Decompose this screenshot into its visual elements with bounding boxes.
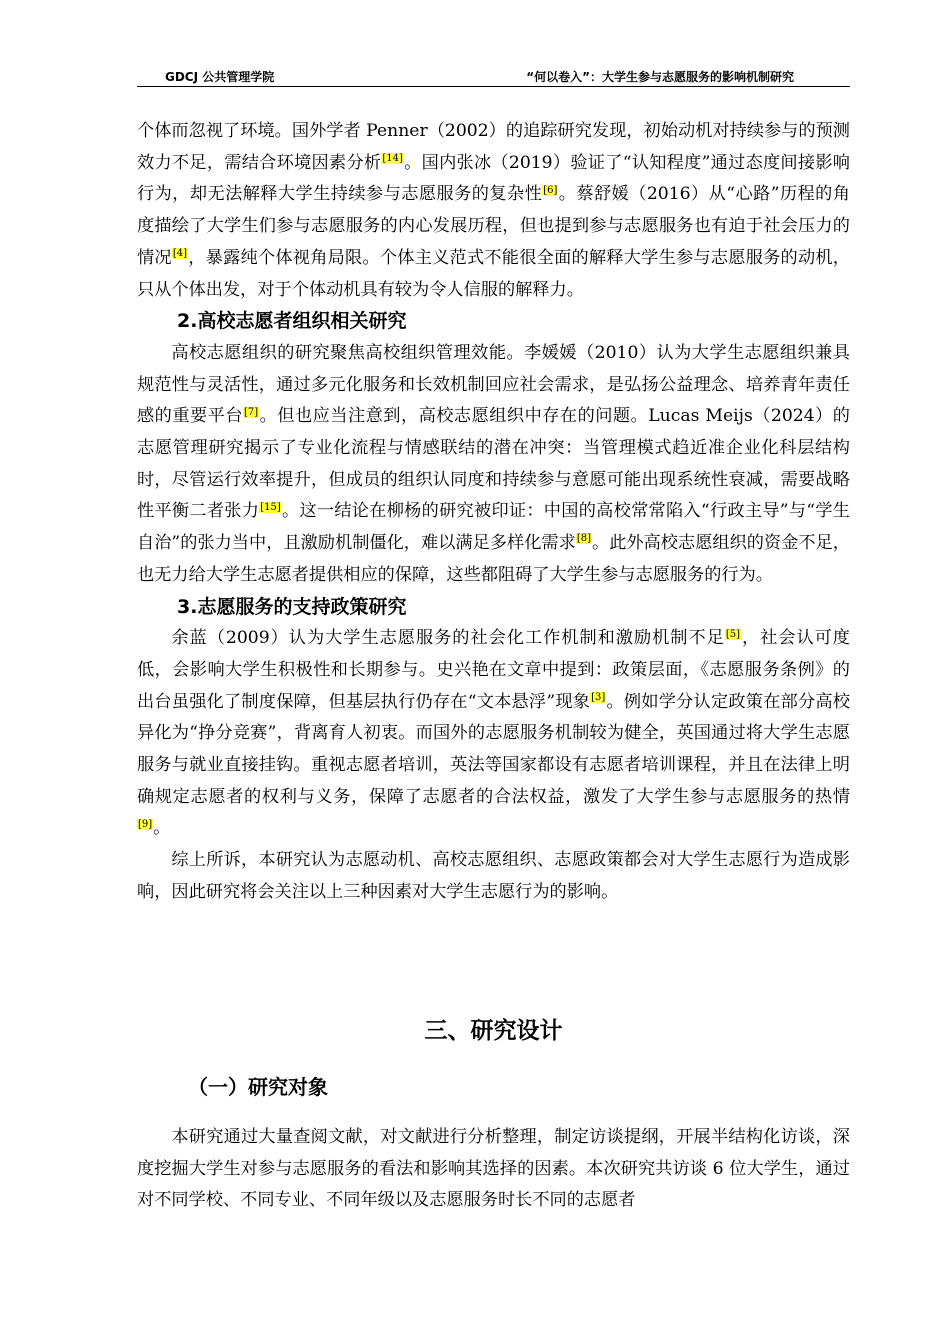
- citation[interactable]: [14]: [382, 152, 403, 164]
- citation[interactable]: [15]: [260, 501, 281, 513]
- paragraph-1-text-4: ，暴露纯个体视角局限。个体主义范式不能很全面的解释大学生参与志愿服务的动机，只从个体出发，对于个体动机具有较为令人信服的解释力。: [137, 247, 850, 300]
- paragraph-3: [137, 623, 850, 845]
- heading-organization-research: 2.高校志愿者组织相关研究: [177, 310, 407, 333]
- paragraph-2: [137, 338, 850, 592]
- citation[interactable]: [3]: [591, 691, 606, 703]
- subsection-title: （一）研究对象: [188, 1075, 328, 1099]
- citation[interactable]: [5]: [725, 628, 740, 640]
- paragraph-4: 综上所诉，本研究认为志愿动机、高校志愿组织、志愿政策都会对大学生志愿行为造成影响，因此研究将会关注以上三种因素对大学生志愿行为的影响。: [137, 850, 850, 902]
- paragraph-2-text-2: 。但也应当注意到，高校志愿组织中存在的问题。Lucas Meijs（2024）的志愿管理研究揭示了专业化流程与情感联结的潜在冲突：当管理模式趋近准企业化科层结构时，尽管运行效率提升，但成员的组织认同度和持续参与意愿可能出现系统性衰减，需要战略性平衡二者张力: [137, 406, 850, 522]
- header-left: GDCJ 公共管理学院: [165, 70, 275, 84]
- section-title: 三、研究设计: [424, 1018, 563, 1044]
- heading-policy-research: 3.志愿服务的支持政策研究: [177, 595, 407, 618]
- paragraph-1: [137, 116, 850, 306]
- paragraph-3-text-4: 。: [153, 818, 171, 839]
- paragraph-3-text-1: 余蓝（2009）认为大学生志愿服务的社会化工作机制和激励机制不足: [171, 628, 725, 649]
- citation[interactable]: [4]: [172, 248, 188, 260]
- citation[interactable]: [6]: [543, 184, 558, 196]
- paragraph-2-text-3: 。这一结论在柳杨的研究被印证：中国的高校常常陷入“行政主导”与“学生自治”的张力当中，且激励机制僵化，难以满足多样化需求: [137, 501, 850, 554]
- body-block-1: [137, 116, 850, 909]
- citation[interactable]: [9]: [138, 818, 153, 830]
- paragraph-3-text-3: 。例如学分认定政策在部分高校异化为“挣分竞赛”，背离育人初衷。而国外的志愿服务机制较为健全，英国通过将大学生志愿服务与就业直接挂钩。重视志愿者培训，英法等国家都设有志愿者培训课程，并且在法律上明确规定志愿者的权利与义务，保障了志愿者的合法权益，激发了大学生参与志愿服务的热情: [137, 691, 850, 807]
- paragraph-3-text-2: ，社会认可度低，会影响大学生积极性和长期参与。史兴艳在文章中提到：政策层面，《志愿服务条例》的出台虽强化了制度保障，但基层执行仍存在“文本悬浮”现象: [137, 628, 850, 712]
- paragraph-5: 本研究通过大量查阅文献，对文献进行分析整理，制定访谈提纲，开展半结构化访谈，深度挖掘大学生对参与志愿服务的看法和影响其选择的因素。本次研究共访谈 6 位大学生，通过对不同学校、不同专业、不同年级以及志愿服务时长不同的志愿者: [137, 1127, 850, 1211]
- paragraph-1-text-2: 。国内张冰（2019）验证了“认知程度”通过态度间接影响行为，却无法解释大学生持续参与志愿服务的复杂性: [137, 152, 850, 205]
- citation[interactable]: [7]: [243, 406, 259, 418]
- paragraph-2-text-4: 。此外高校志愿组织的资金不足，也无力给大学生志愿者提供相应的保障，这些都阻碍了大学生参与志愿服务的行为。: [137, 533, 850, 585]
- paragraph-1-text-1: 个体而忽视了环境。国外学者 Penner（2002）的追踪研究发现，初始动机对持续参与的预测效力不足，需结合环境因素分析: [137, 121, 850, 173]
- body-block-2: [137, 1122, 850, 1217]
- header-right: “何以卷入”：大学生参与志愿服务的影响机制研究: [526, 70, 794, 84]
- page-header: [137, 66, 850, 87]
- paragraph-2-text-1: 高校志愿组织的研究聚焦高校组织管理效能。李媛媛（2010）认为大学生志愿组织兼具规范性与灵活性，通过多元化服务和长效机制回应社会需求，是弘扬公益理念、培养青年责任感的重要平台: [137, 342, 850, 427]
- citation[interactable]: [8]: [576, 533, 591, 545]
- paragraph-1-text-3: 。蔡舒媛（2016）从“心路”历程的角度描绘了大学生们参与志愿服务的内心发展历程，但也提到参与志愿服务也有迫于社会压力的情况: [137, 184, 850, 268]
